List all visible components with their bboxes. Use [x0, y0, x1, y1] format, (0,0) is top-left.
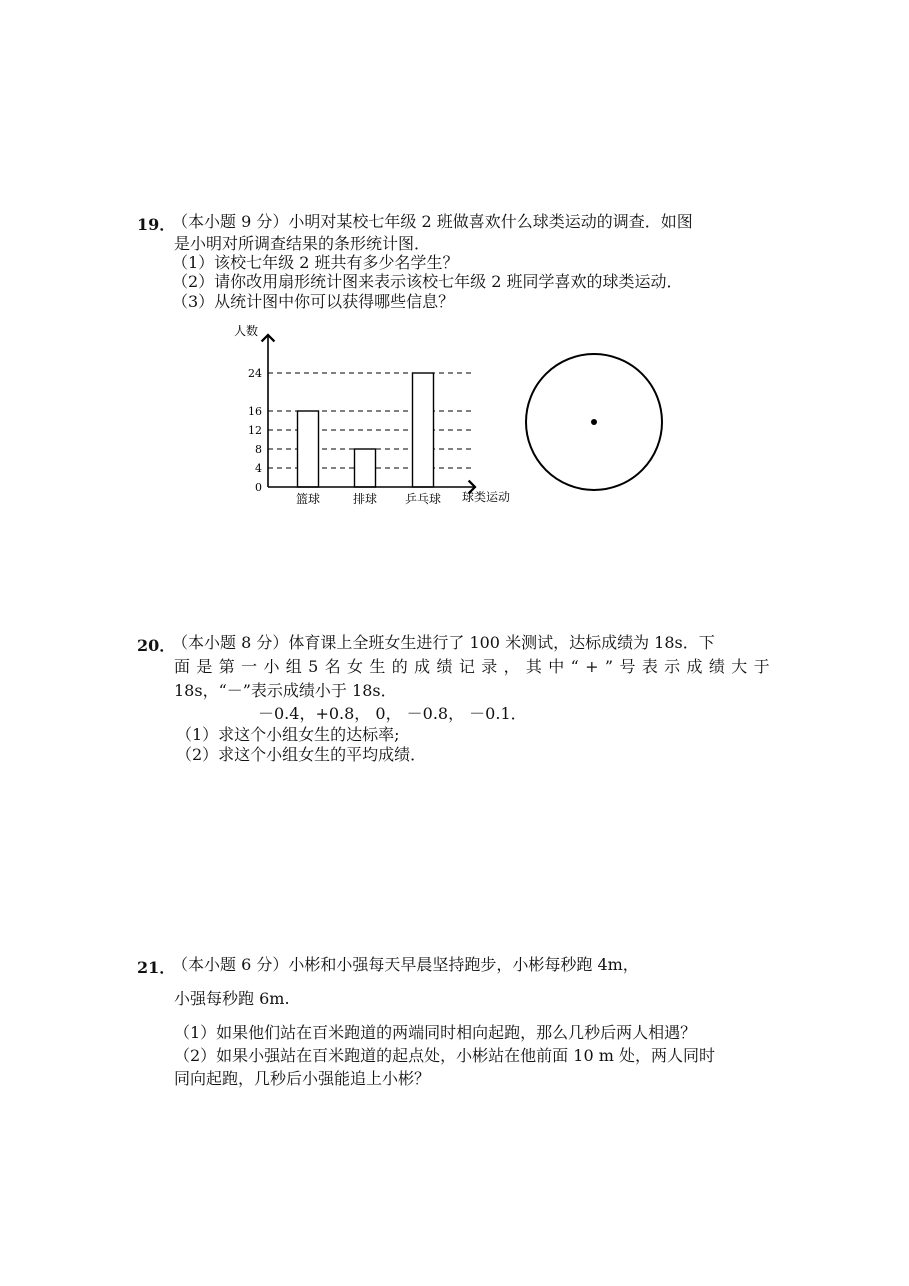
q21-sub-2-cont: 同向起跑，几秒后小强能追上小彬？ — [174, 1069, 431, 1088]
y-tick-label: 12 — [248, 424, 262, 437]
q20-line-2-char: 示 — [664, 657, 681, 676]
q20-line-2-char: 号 — [619, 657, 636, 676]
x-axis-label: 球类运动 — [462, 490, 511, 504]
bar-篮球 — [298, 411, 319, 487]
y-tick-label: 4 — [255, 462, 262, 475]
q20-values: －0.4，+0.8， 0， －0.8， －0.1． — [258, 704, 527, 723]
q20-line-2-char: 于 — [753, 657, 770, 676]
q20-line-2-char: 记 — [458, 657, 475, 676]
q20-line-2-char: ， — [503, 657, 520, 676]
y-tick-label: 0 — [255, 481, 262, 494]
bar-chart — [220, 315, 530, 515]
q20-line-2-char: 绩 — [436, 657, 453, 676]
q19-sub-2: （2）请你改用扇形统计图来表示该校七年级 2 班同学喜欢的球类运动． — [172, 272, 683, 291]
y-axis-label: 人数 — [234, 324, 259, 338]
q19-sub-3: （3）从统计图中你可以获得哪些信息？ — [172, 292, 455, 311]
q20-line-2-char: 女 — [347, 657, 364, 676]
q20-line-2-char: 表 — [641, 657, 658, 676]
q20-line-3: 18s，“－”表示成绩小于 18s． — [174, 681, 397, 700]
q21-sub-1: （1）如果他们站在百米跑道的两端同时相向起跑，那么几秒后两人相遇？ — [174, 1023, 697, 1042]
q20-line-2-char: 大 — [731, 657, 748, 676]
q21-line-2: 小强每秒跑 6m. — [174, 989, 290, 1008]
q19-line-1: （本小题 9 分）小明对某校七年级 2 班做喜欢什么球类运动的调查．如图 — [172, 212, 693, 231]
q21-sub-2: （2）如果小强站在百米跑道的起点处，小彬站在他前面 10 m 处，两人同时 — [174, 1046, 715, 1065]
q19-sub-1: （1）该校七年级 2 班共有多少名学生？ — [172, 253, 459, 272]
q19-line-2: 是小明对所调查结果的条形统计图． — [174, 234, 431, 253]
q20-line-2-char: 名 — [324, 657, 341, 676]
q20-line-2-char: “ — [570, 657, 579, 676]
q20-line-2 — [174, 657, 770, 677]
q20-line-2-char: ” — [604, 657, 614, 676]
q20-line-2-char: + — [585, 657, 599, 676]
q20-line-2-char: 一 — [241, 657, 258, 676]
q20-sub-2: （2）求这个小组女生的平均成绩． — [176, 745, 427, 764]
x-category-label: 排球 — [352, 492, 378, 506]
q21-number: 21． — [137, 958, 176, 977]
bar-乒乓球 — [413, 373, 434, 487]
q20-line-2-char: 成 — [686, 657, 703, 676]
q20-line-2-char: 小 — [263, 657, 280, 676]
blank-pie-circle — [520, 348, 668, 496]
q20-line-2-char: 组 — [285, 657, 302, 676]
q20-line-2-char: 生 — [369, 657, 386, 676]
q20-line-2-char: 成 — [414, 657, 431, 676]
q21-line-1: （本小题 6 分）小彬和小强每天早晨坚持跑步，小彬每秒跑 4m， — [172, 955, 639, 974]
q20-line-2-char: 绩 — [708, 657, 725, 676]
x-category-label: 篮球 — [295, 492, 321, 506]
q20-line-2-char: 第 — [218, 657, 235, 676]
pie-center-dot — [591, 419, 597, 425]
q20-sub-1: （1）求这个小组女生的达标率; — [176, 725, 400, 744]
y-tick-label: 8 — [255, 443, 262, 456]
q19-number: 19． — [137, 215, 176, 234]
x-category-label: 乒乓球 — [404, 492, 442, 506]
y-tick-label: 16 — [248, 405, 262, 418]
q20-line-1: （本小题 8 分）体育课上全班女生进行了 100 米测试，达标成绩为 18s．下 — [172, 633, 715, 652]
bar-排球 — [355, 449, 376, 487]
y-tick-label: 24 — [248, 367, 262, 380]
q20-line-2-char: 录 — [481, 657, 498, 676]
q20-line-2-char: 其 — [525, 657, 542, 676]
q20-line-2-char: 是 — [196, 657, 213, 676]
q20-number: 20． — [137, 636, 176, 655]
q20-line-2-char: 面 — [174, 657, 191, 676]
q20-line-2-char: 中 — [548, 657, 565, 676]
q20-line-2-char: 5 — [308, 657, 319, 676]
q20-line-2-char: 的 — [391, 657, 408, 676]
